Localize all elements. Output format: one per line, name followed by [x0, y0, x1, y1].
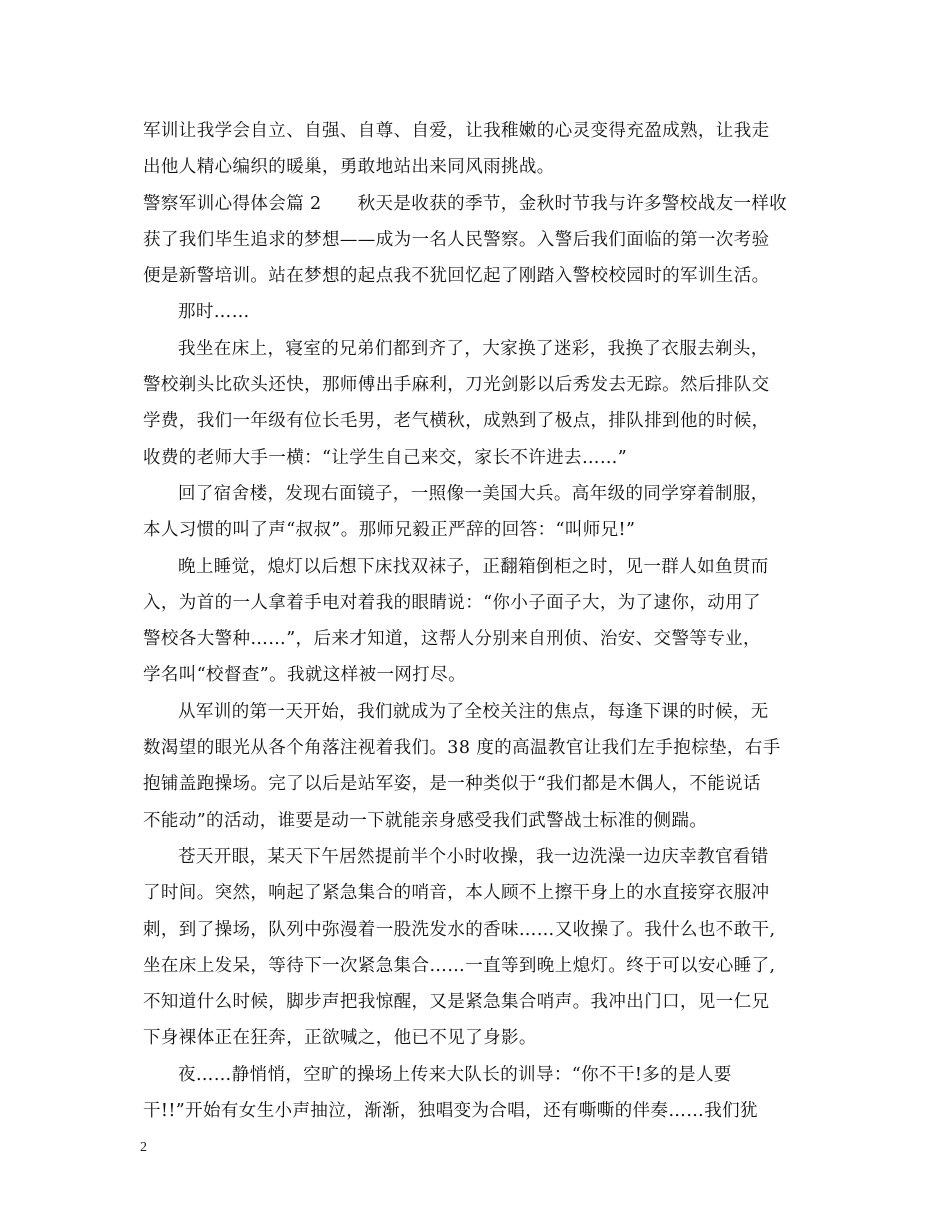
paragraph-start: 回了宿舍楼，发现右面镜子，一照像一美国大兵。高年级的同学穿着制服，: [178, 483, 769, 504]
text-line: 抱铺盖跑操场。完了以后是站军姿，是一种类似于“我们都是木偶人，不能说话: [143, 774, 761, 795]
text-line: 刺，到了操场，队列中弥漫着一股洗发水的香味……又收操了。我什么也不敢干,: [143, 919, 776, 940]
text-line: 秋天是收获的季节，金秋时节我与许多警校战友一样收: [357, 193, 788, 214]
text-line: 学名叫“校督查”。我就这样被一网打尽。: [143, 665, 466, 686]
text-line: 出他人精心编织的暖巢，勇敢地站出来同风雨挑战。: [143, 157, 555, 178]
page-number: 2: [140, 1140, 147, 1155]
paragraph-start: 我坐在床上，寝室的兄弟们都到齐了，大家换了迷彩，我换了衣服去剃头，: [178, 338, 769, 359]
paragraph-start: 那时……: [178, 302, 250, 323]
paragraph-start: 晚上睡觉，熄灯以后想下床找双袜子，正翻箱倒柜之时，见一群人如鱼贯而: [178, 556, 769, 577]
text-line: 本人习惯的叫了声“叔叔”。那师兄毅正严辞的回答：“叫师兄!”: [143, 520, 636, 541]
text-line: 便是新警培训。站在梦想的起点我不犹回忆起了刚踏入警校校园时的军训生活。: [143, 266, 770, 287]
text-line: 警校剃头比砍头还快，那师傅出手麻利，刀光剑影以后秀发去无踪。然后排队交: [143, 375, 770, 396]
text-line: 坐在床上发呆，等待下一次紧急集合……一直等到晚上熄灯。终于可以安心睡了,: [143, 955, 776, 976]
text-line: 了时间。突然，响起了紧急集合的哨音，本人顾不上擦干身上的水直接穿衣服冲: [143, 883, 770, 904]
text-line: 不能动”的活动，谁要是动一下就能亲身感受我们武警战士标准的侧踹。: [143, 810, 708, 831]
text-line: 数渴望的眼光从各个角落注视着我们。38 度的高温教官让我们左手抱棕垫，右手: [143, 738, 781, 759]
text-line: 不知道什么时候，脚步声把我惊醒，又是紧急集合哨声。我冲出门口，见一仁兄: [143, 992, 770, 1013]
text-line: 学费，我们一年级有位长毛男，老气横秋，成熟到了极点，排队排到他的时候，: [143, 411, 770, 432]
document-body: [143, 113, 813, 1129]
text-line: 获了我们毕生追求的梦想——成为一名人民警察。入警后我们面临的第一次考验: [143, 229, 770, 250]
text-line: 入，为首的一人拿着手电对着我的眼睛说：“你小子面子大，为了逮你，动用了: [143, 592, 761, 613]
paragraph-start: 夜……静悄悄，空旷的操场上传来大队长的训导：“你不干!多的是人要: [178, 1064, 732, 1085]
section-heading-line: [143, 186, 813, 222]
paragraph-start: 苍天开眼，某天下午居然提前半个小时收操，我一边洗澡一边庆幸教官看错: [178, 846, 769, 867]
text-line: 干!!”开始有女生小声抽泣，渐渐，独唱变为合唱，还有嘶嘶的伴奏……我们犹: [143, 1101, 758, 1122]
text-line: 军训让我学会自立、自强、自尊、自爱，让我稚嫩的心灵变得充盈成熟，让我走: [143, 121, 770, 141]
paragraph-start: 从军训的第一天开始，我们就成为了全校关注的焦点，每逢下课的时候，无: [178, 701, 769, 722]
section-heading: 警察军训心得体会篇 2: [143, 193, 322, 214]
text-line: 收费的老师大手一横：“让学生自己来交，家长不许进去……”: [143, 447, 628, 468]
text-line: 下身裸体正在狂奔，正欲喊之，他已不见了身影。: [143, 1028, 537, 1049]
text-line: 警校各大警种……”，后来才知道，这帮人分别来自刑侦、治安、交警等专业，: [143, 629, 761, 650]
